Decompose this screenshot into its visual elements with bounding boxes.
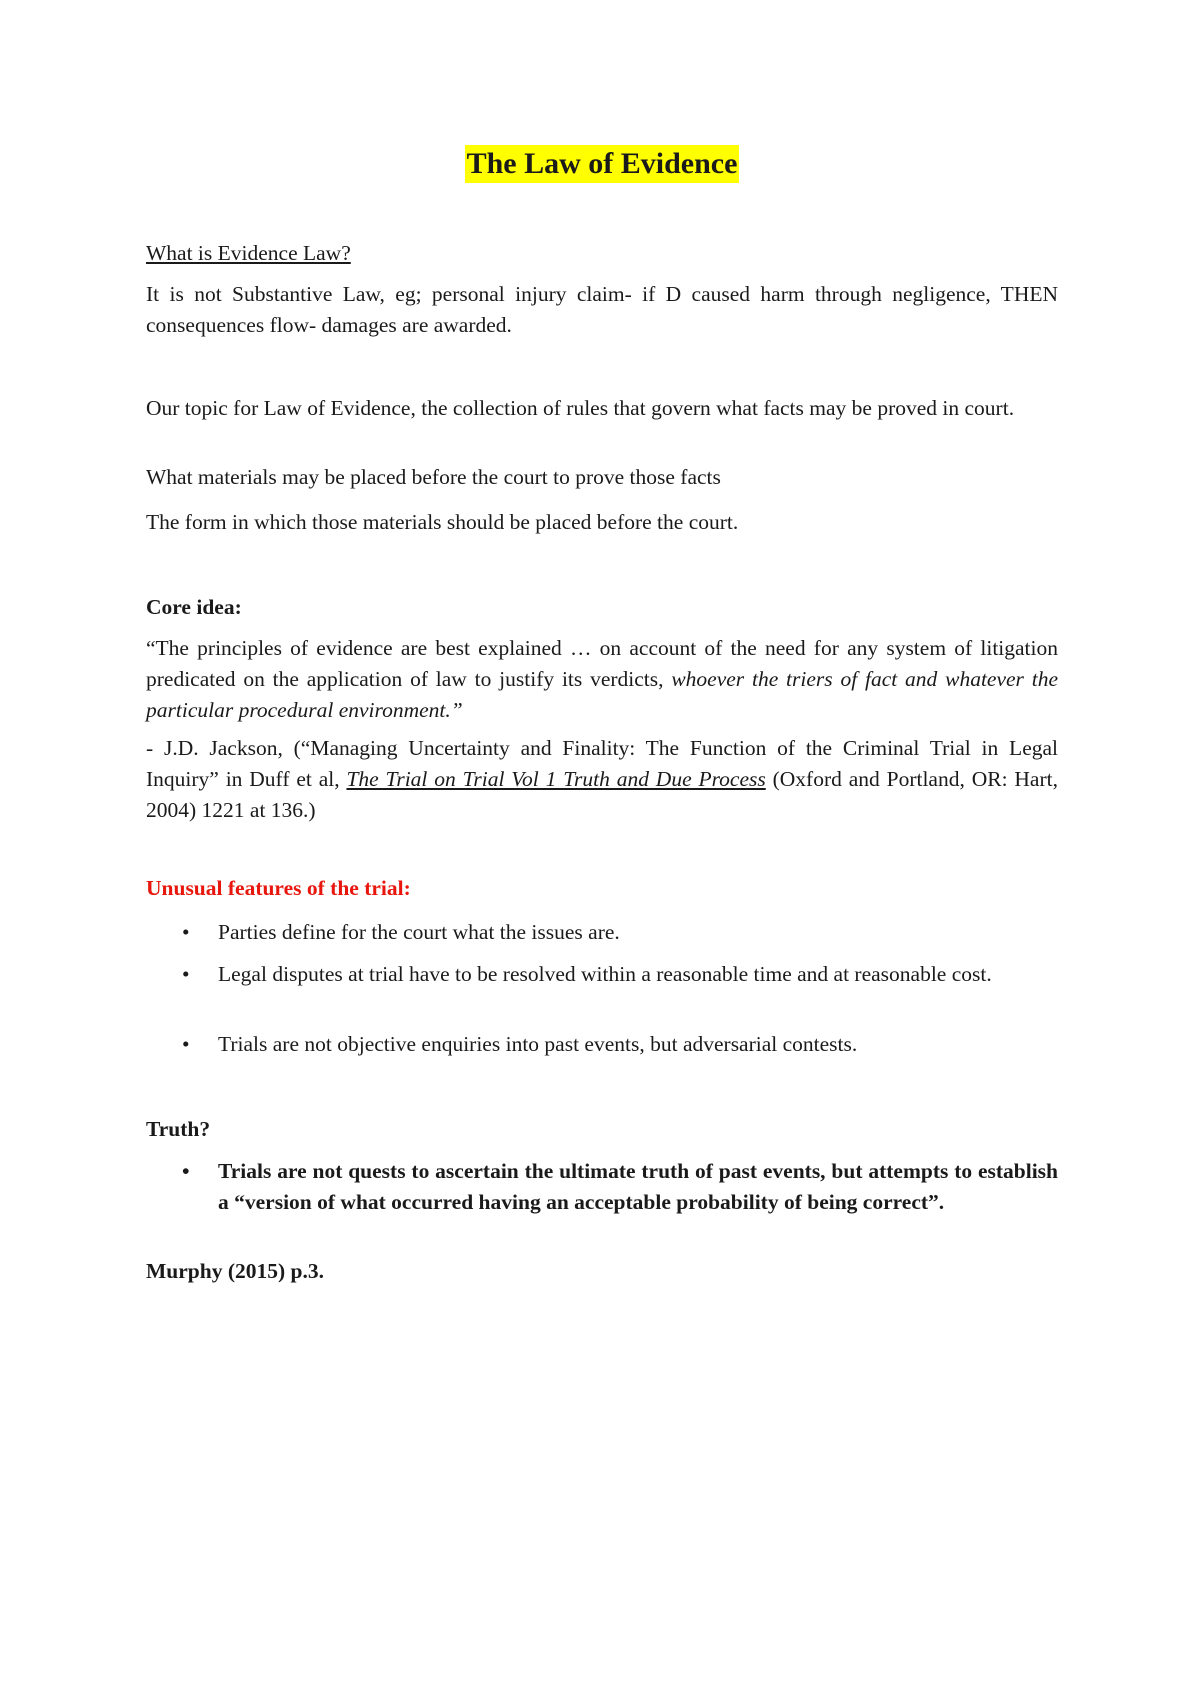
core-idea-citation [146, 733, 1058, 826]
quote-plain: “The principles of evidence are best explained … on account of the need for any system of litigation predicated on the application of law to justify its verdicts, [146, 636, 1058, 691]
quote-italic: whoever the triers of fact and whatever the particular procedural environment.” [146, 667, 1059, 722]
heading-truth: Truth? [146, 1117, 211, 1141]
source-citation: Murphy (2015) p.3. [146, 1259, 324, 1283]
paragraph-materials: What materials may be placed before the court to prove those facts [146, 465, 721, 489]
paragraph-substantive-law: It is not Substantive Law, eg; personal injury claim- if D caused harm through negligence, THEN consequences flow- damages are awarded. [146, 282, 1058, 337]
title-wrap [146, 145, 1058, 183]
citation-pre: - J.D. Jackson, (“Managing Uncertainty and Finality: The Function of the Criminal Trial in Legal Inquiry” in Duff et al, [146, 736, 1058, 791]
heading-what-is-evidence-law: What is Evidence Law? [146, 241, 351, 265]
heading-unusual-features: Unusual features of the trial: [146, 876, 411, 900]
list-item-text: Parties define for the court what the issues are. [218, 920, 620, 944]
list-item-text: Legal disputes at trial have to be resolved within a reasonable time and at reasonable cost. [218, 962, 992, 986]
bullet-icon: • [182, 962, 190, 986]
list-item-text: Trials are not objective enquiries into past events, but adversarial contests. [218, 1032, 858, 1056]
bullet-icon: • [182, 1032, 190, 1056]
paragraph-topic: Our topic for Law of Evidence, the collection of rules that govern what facts may be proved in court. [146, 396, 1015, 420]
core-idea-quote [146, 633, 1058, 726]
page-title: The Law of Evidence [465, 145, 740, 183]
bullet-icon: • [182, 920, 190, 944]
truth-bullet-text: Trials are not quests to ascertain the ultimate truth of past events, but attempts to establish a “version of what occurred having an acceptable probability of being correct”. [218, 1159, 1058, 1214]
paragraph-form: The form in which those materials should be placed before the court. [146, 510, 739, 534]
citation-book-title: The Trial on Trial Vol 1 Truth and Due Process [346, 767, 766, 791]
bullet-icon: • [182, 1159, 190, 1183]
citation-post: (Oxford and Portland, OR: Hart, 2004) 1221 at 136.) [146, 767, 1058, 822]
heading-core-idea: Core idea: [146, 595, 242, 619]
